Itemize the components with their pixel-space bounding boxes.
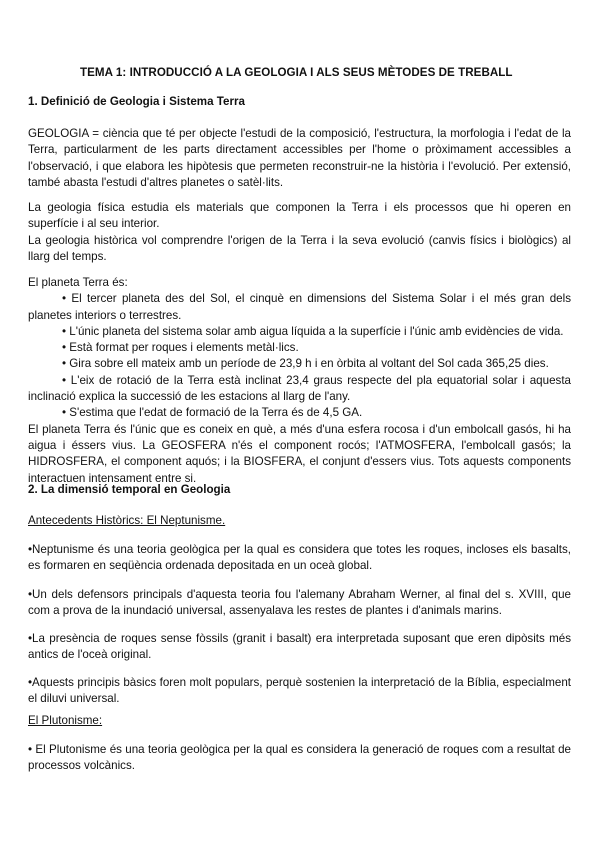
earth-bullet: • L'eix de rotació de la Terra està inclinat 23,4 graus respecte del pla equatorial solar i aquesta inclinació explica la successió de les estacions al llarg de l'any. — [28, 373, 571, 404]
document-title: TEMA 1: INTRODUCCIÓ A LA GEOLOGIA I ALS SEUS MÈTODES DE TREBALL — [80, 66, 513, 79]
earth-bullet: • El tercer planeta des del Sol, el cinquè en dimensions del Sistema Solar i el més gran dels planetes interiors o terrestres. — [28, 292, 571, 322]
neptunism-paragraph — [28, 675, 571, 708]
earth-bullet: • S'estima que l'edat de formació de la Terra és de 4,5 GA. — [62, 406, 363, 420]
section-2-heading: 2. La dimensió temporal en Geologia — [28, 483, 231, 496]
earth-bullet: • L'únic planeta del sistema solar amb aigua líquida a la superfície i l'únic amb evidències de vida. — [62, 324, 564, 338]
plutonism-paragraph — [28, 742, 571, 775]
earth-description — [28, 275, 571, 487]
section-1-heading: 1. Definició de Geologia i Sistema Terra — [28, 95, 245, 108]
neptunism-text: •Aquests principis bàsics foren molt populars, perquè sostenien la interpretació de la Bíblia, especialment el diluvi universal. — [28, 676, 571, 706]
historical-geology-text: La geologia històrica vol comprendre l'origen de la Terra i la seva evolució (canvis físics i biològics) al llarg del temps. — [28, 233, 571, 263]
plutonism-subheading: El Plutonisme: — [28, 714, 103, 727]
neptunism-paragraph — [28, 542, 571, 575]
plutonism-text: • El Plutonisme és una teoria geològica per la qual es considera la generació de roques com a resultat de processos volcànics. — [28, 743, 571, 773]
neptunism-paragraph — [28, 631, 571, 664]
neptunism-text: •Un dels defensors principals d'aquesta teoria fou l'alemany Abraham Werner, al final del s. XVIII, que com a prova de la inundació universal, assenyalava les restes de plantes i d'animals marins. — [28, 588, 571, 618]
earth-bullet: • Gira sobre ell mateix amb un període de 23,9 h i en òrbita al voltant del Sol cada 365,25 dies. — [62, 357, 549, 371]
earth-bullet: • Està format per roques i elements metàl·lics. — [62, 341, 299, 355]
neptunism-subheading: Antecedents Històrics: El Neptunisme. — [28, 514, 226, 527]
earth-intro-text: El planeta Terra és: — [28, 276, 128, 289]
earth-spheres-text: El planeta Terra és l'únic que es coneix en què, a més d'una esfera rocosa i d'un embolcall gasós, hi ha aigua i éssers vius. La GEOSFERA n'és el component rocós; l'ATMOSFERA, l'embolcall gasós; la HIDROSFERA, el component aquós; i la BIOSFERA, el conjunt d'essers vius. Tots aquests components interactuen intensament entre si. — [28, 422, 571, 485]
neptunism-paragraph — [28, 587, 571, 620]
physical-geology-text: La geologia física estudia els materials que componen la Terra i els processos que hi operen en superfície i al seu interior. — [28, 201, 571, 231]
neptunism-text: •Neptunisme és una teoria geològica per la qual es considera que totes les roques, incloses els basalts, es formaren en seqüència ordenada depositada en un oceà global. — [28, 543, 571, 573]
definition-text: GEOLOGIA = ciència que té per objecte l'estudi de la composició, l'estructura, la morfologia i l'edat de la Terra, particularment de les parts directament accessibles per l'home o pròximament accessibles a l'observació, i que elabora les hipòtesis que permeten reconstruir-ne la història i l'evolució. Per extensió, també abasta l'estudi d'altres planetes o satèl·lits. — [28, 127, 571, 189]
geology-branches-paragraph — [28, 200, 571, 265]
geology-definition-paragraph — [28, 126, 571, 191]
neptunism-text: •La presència de roques sense fòssils (granit i basalt) era interpretada suposant que eren dipòsits més antics de l'oceà original. — [28, 632, 571, 662]
